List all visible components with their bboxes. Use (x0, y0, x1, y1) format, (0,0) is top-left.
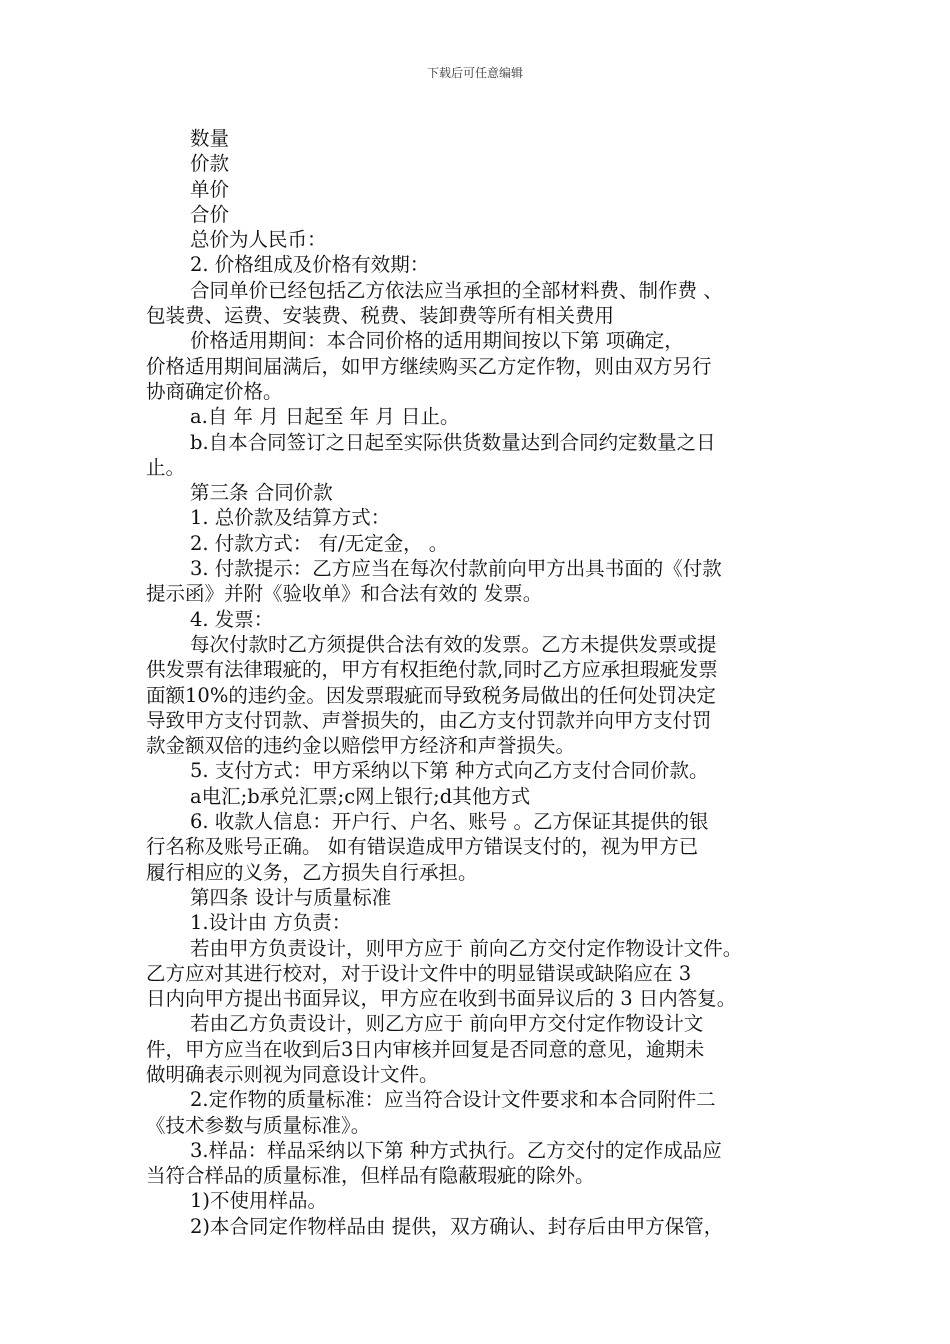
text-line: 每次付款时乙方须提供合法有效的发票。乙方未提供发票或提 (190, 632, 717, 656)
text-line: 包装费、运费、安装费、税费、装卸费等所有相关费用 (146, 304, 615, 328)
text-line: 1. 总价款及结算方式： (190, 506, 391, 530)
text-line: 5. 支付方式：甲方采纳以下第 种方式向乙方支付合同价款。 (190, 759, 709, 783)
text-line: 2. 付款方式： 有/无定金， 。 (190, 531, 449, 555)
text-line: 2.定作物的质量标准：应当符合设计文件要求和本合同附件二 (190, 1088, 716, 1112)
text-line: 款金额双倍的违约金以赔偿甲方经济和声誉损失。 (146, 734, 576, 758)
text-line: 履行相应的义务，乙方损失自行承担。 (146, 860, 478, 884)
text-line: a.自 年 月 日起至 年 月 日止。 (190, 405, 460, 429)
text-line: 若由乙方负责设计，则乙方应于 前向甲方交付定作物设计文 (190, 1012, 704, 1036)
text-line: 做明确表示则视为同意设计文件。 (146, 1062, 439, 1086)
text-line: 导致甲方支付罚款、声誉损失的，由乙方支付罚款并向甲方支付罚 (146, 708, 712, 732)
text-line: 合同单价已经包括乙方依法应当承担的全部材料费、制作费 、 (190, 278, 723, 302)
text-line: 3. 付款提示：乙方应当在每次付款前向甲方出具书面的《付款 (190, 557, 722, 581)
text-line: 2. 价格组成及价格有效期： (190, 253, 430, 277)
text-line: 总价为人民币： (190, 228, 327, 252)
page-header: 下载后可任意编辑 (426, 66, 523, 80)
text-line: 面额10%的违约金。因发票瑕疵而导致税务局做出的任何处罚决定 (146, 683, 716, 707)
text-line: 乙方应对其进行校对，对于设计文件中的明显错误或缺陷应在 3 (146, 961, 692, 985)
text-line: 价格适用期间届满后，如甲方继续购买乙方定作物，则由双方另行 (146, 354, 712, 378)
text-line: 价格适用期间：本合同价格的适用期间按以下第 项确定， (190, 329, 684, 353)
text-line: 4. 发票： (190, 607, 274, 631)
text-line: 第三条 合同价款 (190, 481, 333, 505)
text-line: 《技术参数与质量标准》。 (146, 1113, 371, 1137)
text-line: 协商确定价格。 (146, 379, 283, 403)
text-line: 数量 (190, 127, 230, 150)
text-line: 6. 收款人信息：开户行、户名、账号 。乙方保证其提供的银 (190, 810, 709, 834)
text-line: a电汇;b承兑汇票;c网上银行;d其他方式 (190, 784, 531, 808)
text-line: 第四条 设计与质量标准 (190, 885, 392, 909)
text-line: 合价 (190, 202, 230, 226)
text-line: 提示函》并附《验收单》和合法有效的 发票。 (146, 582, 543, 606)
text-line: 日内向甲方提出书面异议，甲方应在收到书面异议后的 3 日内答复。 (146, 987, 737, 1011)
text-line: 1)不使用样品。 (190, 1189, 328, 1213)
text-line: 当符合样品的质量标准，但样品有隐蔽瑕疵的除外。 (146, 1164, 595, 1188)
text-line: 3.样品：样品采纳以下第 种方式执行。乙方交付的定作成品应 (190, 1138, 722, 1162)
text-line: 止。 (146, 455, 186, 479)
text-line: 1.设计由 方负责： (190, 911, 352, 935)
text-line: 行名称及账号正确。 如有错误造成甲方错误支付的，视为甲方已 (146, 835, 699, 859)
text-line: 2)本合同定作物样品由 提供，双方确认、封存后由甲方保管， (190, 1214, 724, 1238)
document-body (146, 126, 818, 1239)
text-line: 价款 (190, 152, 230, 176)
text-line: 供发票有法律瑕疵的，甲方有权拒绝付款,同时乙方应承担瑕疵发票 (146, 658, 718, 682)
text-line: 若由甲方负责设计，则甲方应于 前向乙方交付定作物设计文件。 (190, 936, 743, 960)
text-line: 件，甲方应当在收到后3日内审核并回复是否同意的意见，逾期未 (146, 1037, 705, 1061)
text-line: 单价 (190, 177, 230, 201)
text-line: b.自本合同签订之日起至实际供货数量达到合同约定数量之日 (190, 430, 716, 454)
